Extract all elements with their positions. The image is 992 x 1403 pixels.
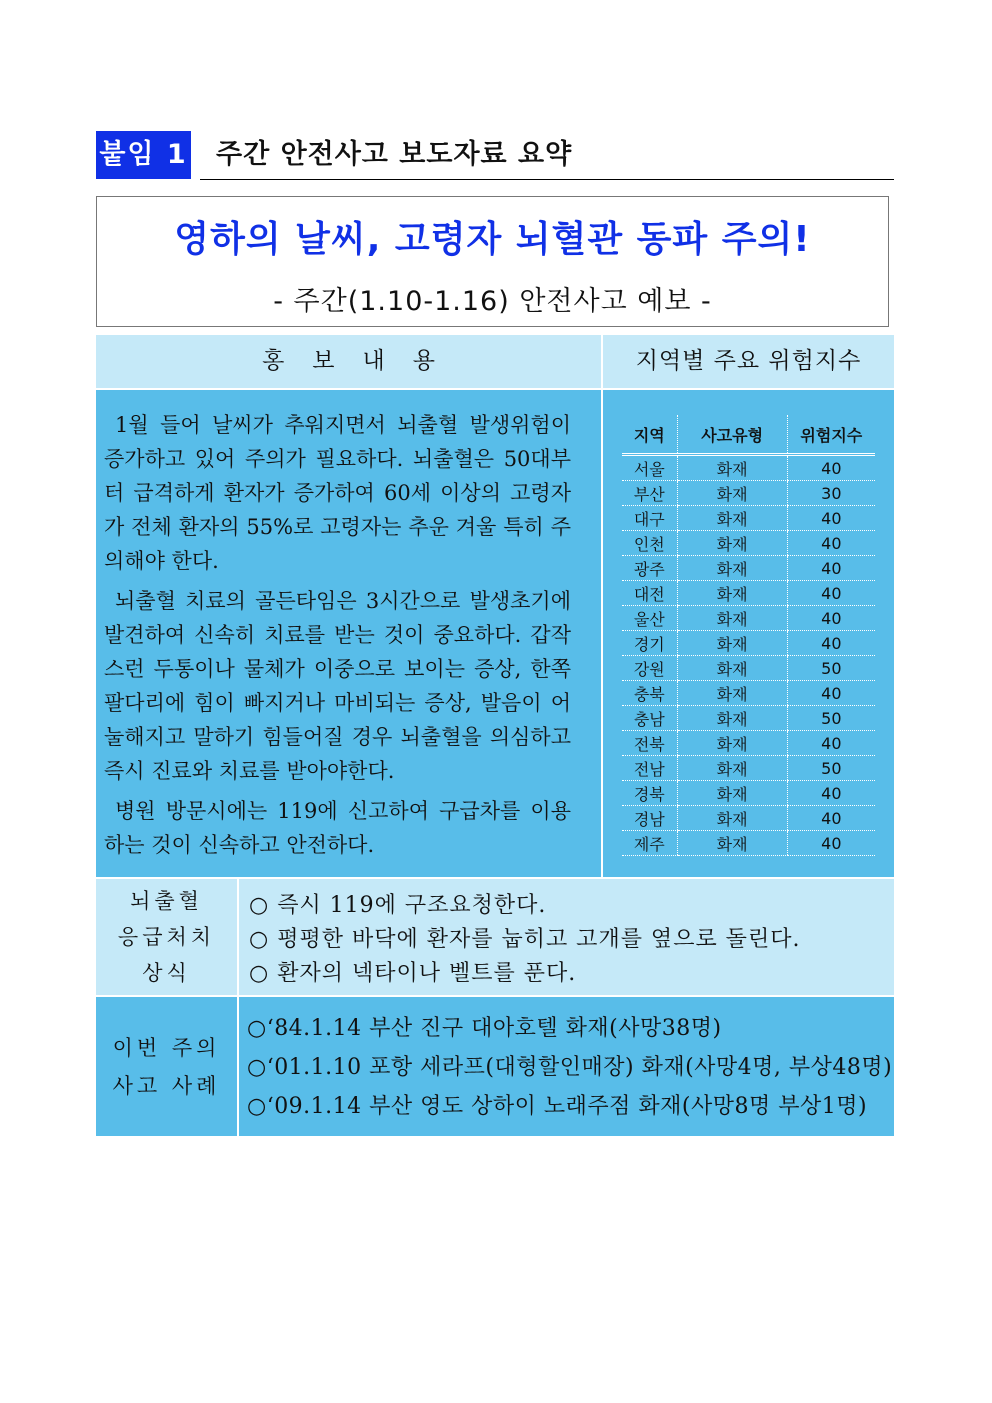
region-cell: 경북 [622, 781, 677, 806]
accident-type-cell: 화재 [677, 581, 787, 606]
risk-table-row [622, 831, 875, 856]
accident-type-cell: 화재 [677, 606, 787, 631]
risk-index-cell: 50 [787, 656, 875, 681]
promo-heading: 홍보내용 [96, 335, 601, 388]
accident-type-cell: 화재 [677, 731, 787, 756]
first-aid-item: ○ 환자의 넥타이나 벨트를 푼다. [249, 961, 577, 986]
accident-type-cell: 화재 [677, 481, 787, 506]
risk-index-cell: 40 [787, 556, 875, 581]
accident-type-cell: 화재 [677, 781, 787, 806]
risk-table-row [622, 706, 875, 731]
risk-table-row [622, 556, 875, 581]
risk-table-row [622, 455, 875, 481]
region-cell: 인천 [622, 531, 677, 556]
risk-index-cell: 40 [787, 506, 875, 531]
risk-table-row [622, 781, 875, 806]
first-aid-label-line: 상식 [142, 961, 191, 985]
risk-index-cell: 40 [787, 531, 875, 556]
risk-panel [603, 390, 894, 877]
cases-label-line: 이번 주의 [112, 1035, 221, 1060]
first-aid-label [96, 879, 237, 995]
accident-type-cell: 화재 [677, 756, 787, 781]
risk-table-row [622, 806, 875, 831]
region-cell: 광주 [622, 556, 677, 581]
accident-type-cell: 화재 [677, 656, 787, 681]
region-cell: 서울 [622, 455, 677, 481]
column-header-region: 지역 [622, 415, 677, 455]
promo-content [96, 390, 601, 877]
accident-type-cell: 화재 [677, 455, 787, 481]
promo-paragraph: 1월 들어 날씨가 추워지면서 뇌출혈 발생위험이 증가하고 있어 주의가 필요하다. 뇌출혈은 50대부터 급격하게 환자가 증가하여 60세 이상의 고령자가 전체 환자의 55%로 고령자는 추운 겨울 특히 주의해야 한다. [104, 413, 571, 573]
accident-type-cell: 화재 [677, 831, 787, 856]
accident-type-cell: 화재 [677, 506, 787, 531]
risk-table-header-row [622, 415, 875, 455]
risk-table-body [622, 455, 875, 856]
first-aid-item: ○ 평평한 바닥에 환자를 눕히고 고개를 옆으로 돌린다. [249, 927, 801, 952]
first-aid-list [239, 879, 894, 995]
accident-type-cell: 화재 [677, 806, 787, 831]
risk-table-row [622, 481, 875, 506]
risk-table-row [622, 506, 875, 531]
accident-type-cell: 화재 [677, 556, 787, 581]
risk-index-cell: 50 [787, 756, 875, 781]
risk-index-cell: 40 [787, 681, 875, 706]
first-aid-item: ○ 즉시 119에 구조요청한다. [249, 893, 547, 918]
accident-type-cell: 화재 [677, 631, 787, 656]
promo-paragraph: 병원 방문시에는 119에 신고하여 구급차를 이용하는 것이 신속하고 안전하다. [104, 799, 571, 857]
risk-table-row [622, 631, 875, 656]
risk-index-cell: 30 [787, 481, 875, 506]
region-cell: 울산 [622, 606, 677, 631]
risk-table-row [622, 606, 875, 631]
accident-type-cell: 화재 [677, 531, 787, 556]
region-cell: 경남 [622, 806, 677, 831]
first-aid-label-line: 뇌출혈 [130, 889, 203, 913]
risk-table [622, 415, 875, 856]
accident-type-cell: 화재 [677, 706, 787, 731]
risk-table-row [622, 581, 875, 606]
region-cell: 충남 [622, 706, 677, 731]
region-cell: 경기 [622, 631, 677, 656]
risk-table-row [622, 656, 875, 681]
region-cell: 강원 [622, 656, 677, 681]
risk-table-row [622, 756, 875, 781]
risk-index-cell: 40 [787, 455, 875, 481]
region-cell: 전남 [622, 756, 677, 781]
region-cell: 대전 [622, 581, 677, 606]
main-title: 영하의 날씨, 고령자 뇌혈관 동파 주의! [174, 219, 811, 260]
risk-heading: 지역별 주요 위험지수 [603, 335, 894, 388]
header-title: 주간 안전사고 보도자료 요약 [216, 139, 573, 170]
risk-table-row [622, 731, 875, 756]
risk-table-row [622, 531, 875, 556]
cases-label [96, 997, 237, 1136]
case-item: ○‘01.1.10 포항 세라프(대형할인매장) 화재(사망4명, 부상48명) [247, 1055, 893, 1080]
case-item: ○‘09.1.14 부산 영도 상하이 노래주점 화재(사망8명 부상1명) [247, 1094, 868, 1119]
risk-index-cell: 40 [787, 606, 875, 631]
case-item: ○‘84.1.14 부산 진구 대아호텔 화재(사망38명) [247, 1016, 722, 1041]
cases-label-line: 사고 사례 [112, 1073, 221, 1098]
risk-index-cell: 40 [787, 806, 875, 831]
risk-index-cell: 50 [787, 706, 875, 731]
region-cell: 전북 [622, 731, 677, 756]
region-cell: 제주 [622, 831, 677, 856]
column-header-accident-type: 사고유형 [677, 415, 787, 455]
risk-index-cell: 40 [787, 631, 875, 656]
accident-type-cell: 화재 [677, 681, 787, 706]
sub-title: - 주간(1.10-1.16) 안전사고 예보 - [273, 286, 712, 317]
risk-index-cell: 40 [787, 831, 875, 856]
column-header-risk-index: 위험지수 [787, 415, 875, 455]
promo-paragraph: 뇌출혈 치료의 골든타임은 3시간으로 발생초기에 발견하여 신속히 치료를 받는 것이 중요하다. 갑작스런 두통이나 물체가 이중으로 보이는 증상, 한쪽 팔다리에 힘이 빠지거나 마비되는 증상, 발음이 어눌해지고 말하기 힘들어질 경우 뇌출혈을 의심하고 즉시 진료와 치료를 받아야한다. [104, 589, 571, 783]
first-aid-label-line: 응급처치 [117, 925, 216, 949]
region-cell: 부산 [622, 481, 677, 506]
header-divider [200, 179, 894, 180]
risk-table-row [622, 681, 875, 706]
risk-index-cell: 40 [787, 731, 875, 756]
attachment-header [96, 131, 894, 179]
attachment-badge: 붙임 1 [96, 131, 191, 179]
risk-index-cell: 40 [787, 781, 875, 806]
risk-index-cell: 40 [787, 581, 875, 606]
cases-list [239, 997, 894, 1136]
title-box [96, 196, 889, 327]
region-cell: 충북 [622, 681, 677, 706]
region-cell: 대구 [622, 506, 677, 531]
